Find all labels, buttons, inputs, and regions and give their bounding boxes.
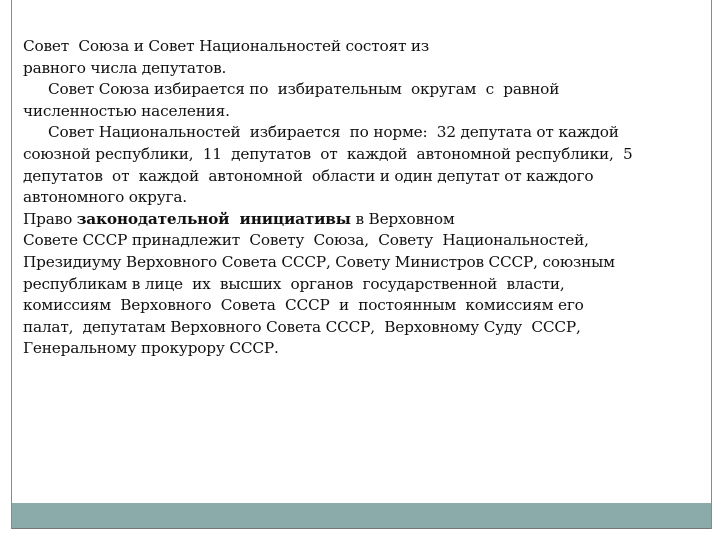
text-line: численностью населения. (23, 101, 230, 120)
initiative-suffix: в Верховном (350, 209, 455, 228)
text-line: комиссиям Верховного Совета СССР и постоянным комиссиям его (23, 296, 584, 315)
text-line: Совет Союза и Совет Национальностей состоят из (23, 37, 430, 55)
footer-bar (12, 503, 711, 529)
text-line: Совет Союза избирается по избирательным округам с равной (48, 80, 560, 99)
text-line: автономного округа. (23, 188, 187, 207)
slide-text (23, 36, 703, 360)
text-line: депутатов от каждой автономной области и один депутат от каждого (23, 166, 594, 185)
text-line: Совет Национальностей избирается по норме: 32 депутата от каждой (48, 123, 619, 142)
text-line: равного числа депутатов. (23, 58, 227, 77)
text-line: Генеральному прокурору СССР. (23, 339, 279, 358)
text-line: союзной республики, 11 депутатов от каждой автономной республики, 5 (23, 144, 633, 163)
initiative-line (23, 209, 703, 231)
text-line: Советe СССР принадлежит Совету Союза, Совету Национальностей, (23, 231, 589, 250)
text-line: палат, депутатам Верховного Совета СССР, Верховному Суду СССР, (23, 317, 581, 336)
initiative-prefix: Право (23, 209, 77, 228)
initiative-bold: законодательной инициативы (76, 209, 351, 228)
text-line: республикам в лице их высших органов государственной власти, (23, 274, 565, 293)
text-line: Президиуму Верховного Совета СССР, Совету Министров СССР, союзным (23, 252, 615, 271)
